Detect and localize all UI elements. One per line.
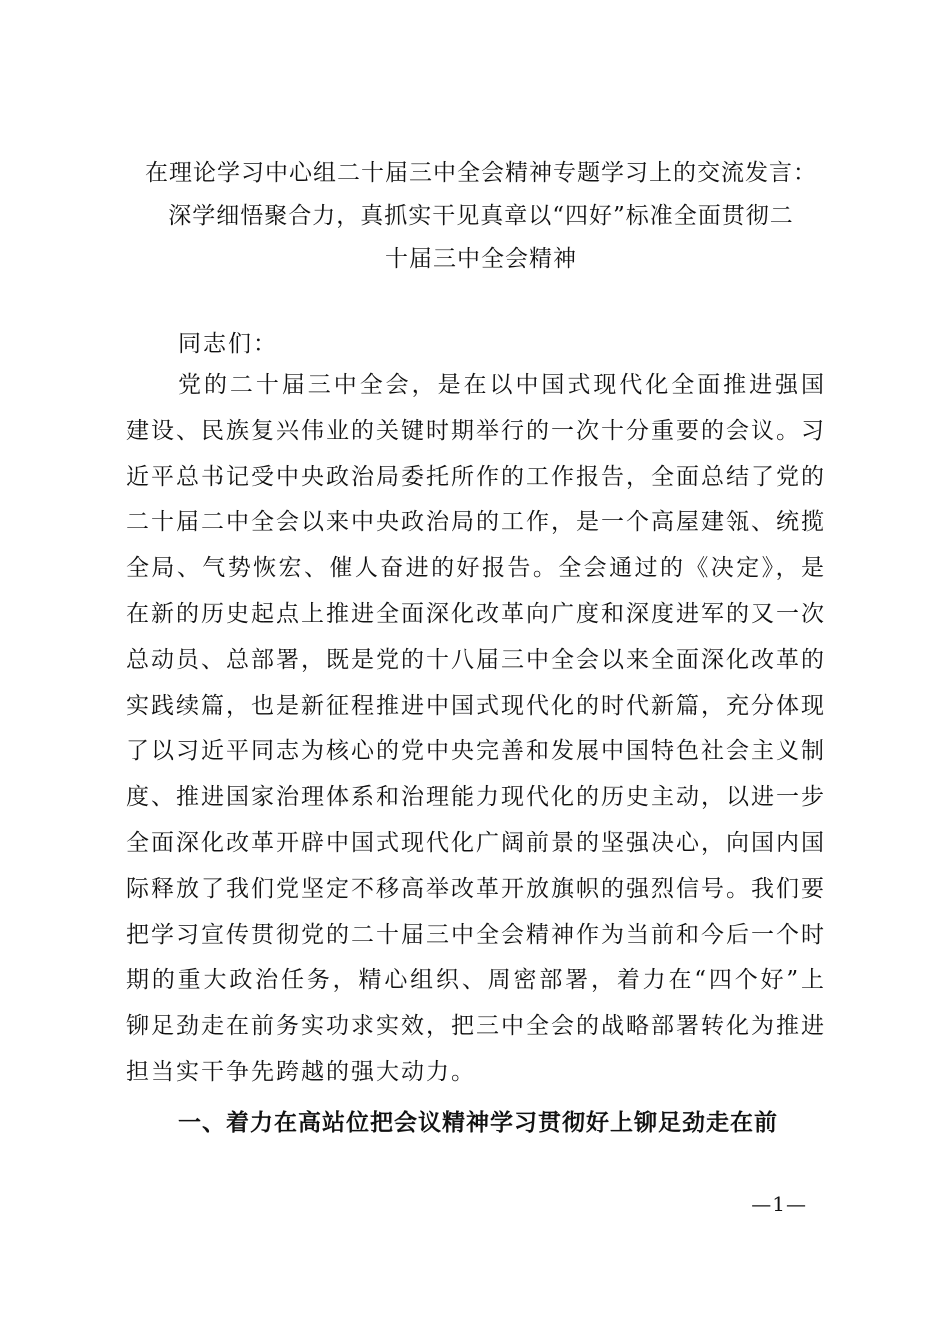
title-line-2: 深学细悟聚合力，真抓实干见真章以“四好”标准全面贯彻二 bbox=[168, 203, 794, 229]
section-heading: 一、着力在高站位把会议精神学习贯彻好上铆足劲走在前 bbox=[178, 1110, 778, 1136]
salutation: 同志们： bbox=[178, 331, 278, 357]
document-title bbox=[110, 152, 852, 281]
page-number: —1— bbox=[751, 1192, 807, 1216]
body-paragraph: 党的二十届三中全会，是在以中国式现代化全面推进强国建设、民族复兴伟业的关键时期举行的一次十分重要的会议。习近平总书记受中央政治局委托所作的工作报告，全面总结了党的二十届二中全会以来中央政治局的工作，是一个高屋建瓴、统揽全局、气势恢宏、催人奋进的好报告。全会通过的《决定》，是在新的历史起点上推进全面深化改革向广度和深度进军的又一次总动员、总部署，既是党的十八届三中全会以来全面深化改革的实践续篇，也是新征程推进中国式现代化的时代新篇，充分体现了以习近平同志为核心的党中央完善和发展中国特色社会主义制度、推进国家治理体系和治理能力现代化的历史主动，以进一步全面深化改革开辟中国式现代化广阔前景的坚强决心，向国内国际释放了我们党坚定不移高举改革开放旗帜的强烈信号。我们要把学习宣传贯彻党的二十届三中全会精神作为当前和今后一个时期的重大政治任务，精心组织、周密部署，着力在“四个好”上铆足劲走在前务实功求实效，把三中全会的战略部署转化为推进担当实干争先跨越的强大动力。 bbox=[126, 372, 826, 1085]
title-line-3: 十届三中全会精神 bbox=[385, 246, 577, 272]
title-line-1: 在理论学习中心组二十届三中全会精神专题学习上的交流发言： bbox=[145, 160, 817, 186]
